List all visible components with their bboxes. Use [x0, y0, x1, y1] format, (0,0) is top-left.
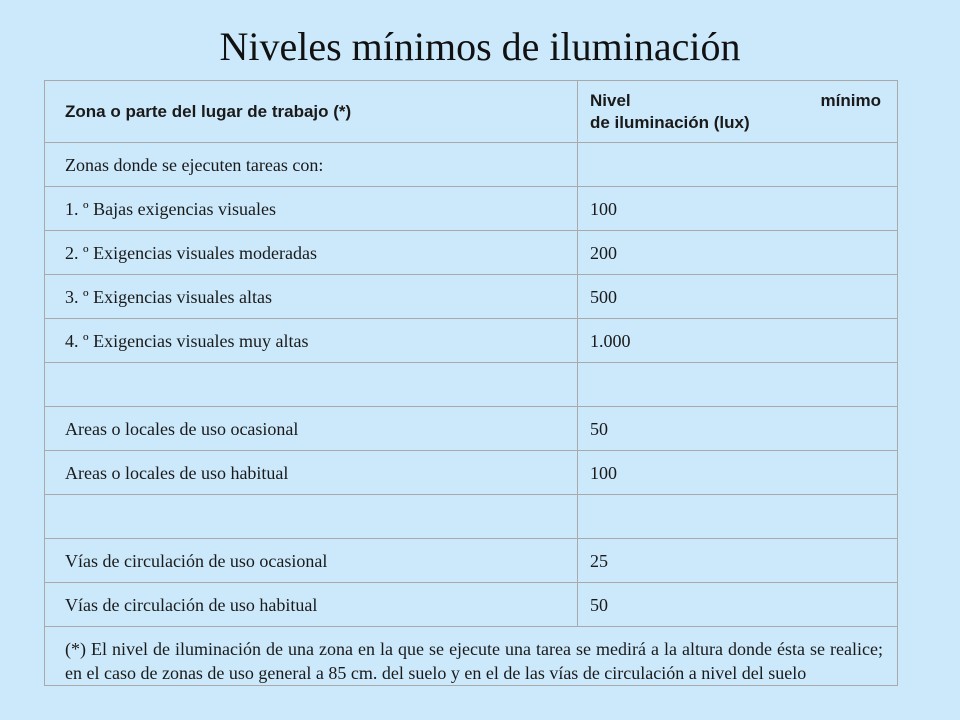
table-row [45, 143, 898, 187]
zone-cell: 2. º Exigencias visuales moderadas [45, 231, 578, 275]
table-row [45, 275, 898, 319]
table-row [45, 319, 898, 363]
zone-cell [45, 363, 578, 407]
table-row [45, 363, 898, 407]
header-level-label-line1: Nivel mínimo [590, 90, 881, 110]
lux-cell [578, 363, 898, 407]
lux-cell: 50 [578, 407, 898, 451]
table-row [45, 187, 898, 231]
table-row [45, 451, 898, 495]
illumination-table-container [44, 80, 897, 686]
zone-cell: Zonas donde se ejecuten tareas con: [45, 143, 578, 187]
table-row [45, 539, 898, 583]
table-row [45, 231, 898, 275]
lux-cell: 500 [578, 275, 898, 319]
table-row [45, 407, 898, 451]
footnote-row [45, 627, 898, 686]
zone-cell: 1. º Bajas exigencias visuales [45, 187, 578, 231]
table-row [45, 583, 898, 627]
header-zone-cell [45, 81, 578, 143]
lux-cell: 100 [578, 451, 898, 495]
lux-cell: 1.000 [578, 319, 898, 363]
zone-cell: Areas o locales de uso habitual [45, 451, 578, 495]
header-level-cell [578, 81, 898, 143]
zone-cell: 3. º Exigencias visuales altas [45, 275, 578, 319]
lux-cell [578, 495, 898, 539]
lux-cell: 100 [578, 187, 898, 231]
lux-cell: 25 [578, 539, 898, 583]
table-header-row [45, 81, 898, 143]
table-row [45, 495, 898, 539]
page-title: Niveles mínimos de iluminación [219, 24, 741, 69]
illumination-table [44, 80, 898, 686]
zone-cell: Vías de circulación de uso habitual [45, 583, 578, 627]
footnote-cell: (*) El nivel de iluminación de una zona en la que se ejecute una tarea se medirá a la altura donde ésta se realice; en el caso de zonas de uso general a 85 cm. del suelo y en el de las vías de circulación a nivel del suelo [45, 627, 898, 686]
lux-cell: 200 [578, 231, 898, 275]
zone-cell [45, 495, 578, 539]
zone-cell: Vías de circulación de uso ocasional [45, 539, 578, 583]
lux-cell: 50 [578, 583, 898, 627]
zone-cell: Areas o locales de uso ocasional [45, 407, 578, 451]
header-zone-label: Zona o parte del lugar de trabajo (*) [65, 101, 352, 121]
header-level-label-line2: de iluminación (lux) [590, 112, 750, 132]
zone-cell: 4. º Exigencias visuales muy altas [45, 319, 578, 363]
lux-cell [578, 143, 898, 187]
